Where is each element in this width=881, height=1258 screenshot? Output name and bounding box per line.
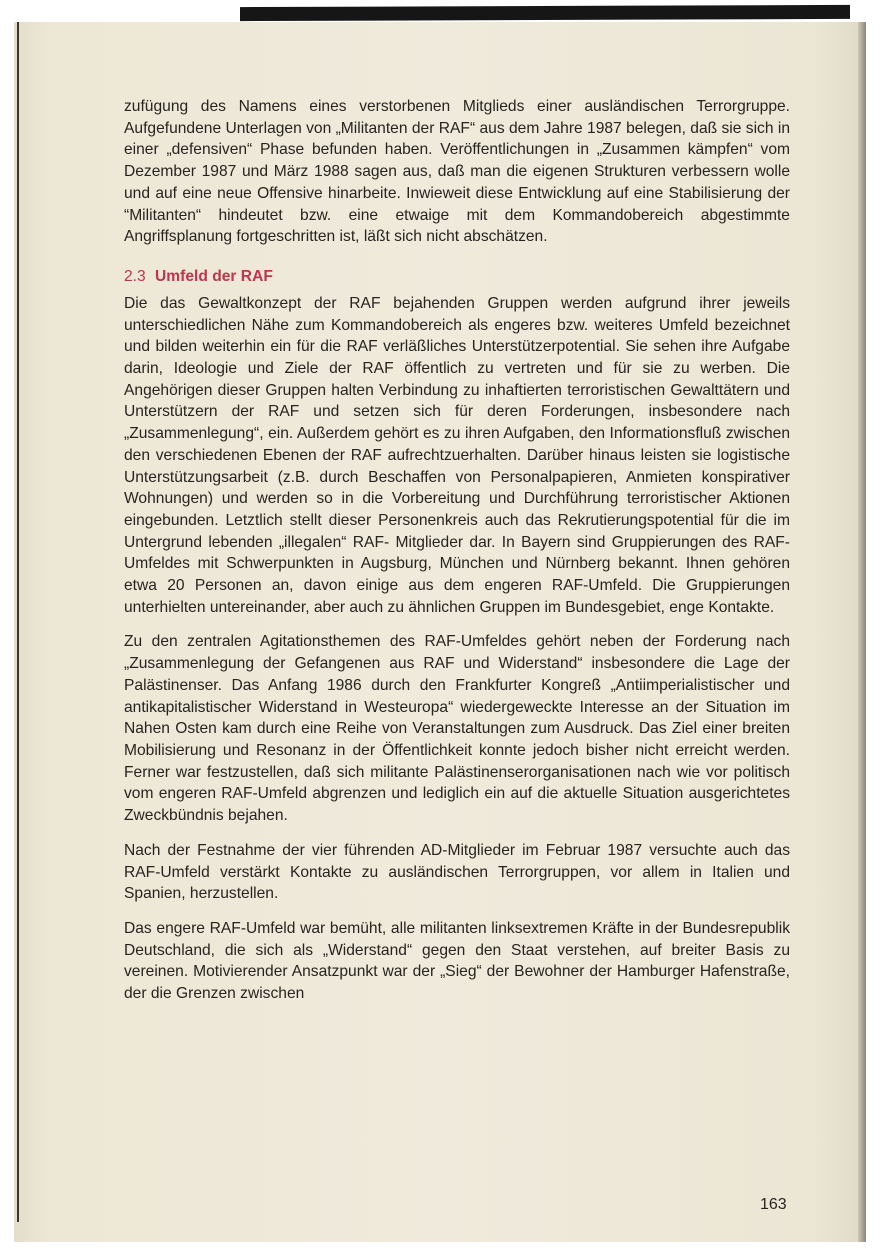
page-right-edge [858,22,866,1242]
page-top-edge-shadow [240,5,850,21]
section-heading [124,266,790,287]
page-content [124,96,790,1018]
section-number: 2.3 [124,267,146,285]
body-paragraph: Die das Gewaltkonzept der RAF bejahenden Gruppen werden aufgrund ihrer jeweils unterschiedlichen Nähe zum Kommandobereich als engeres bzw. weiteres Umfeld bezeichnet und bilden weiterhin ein für die RAF verläßliches Unterstützerpotential. Sie sehen ihre Aufgabe darin, Ideologie und Ziele der RAF öffentlich zu vertreten und für sie zu werben. Die Angehörigen dieser Gruppen halten Verbindung zu inhaftierten terroristischen Gewalttätern und Unterstützern der RAF und setzen sich für deren Forderungen, insbesondere nach „Zusammenlegung“, ein. Außerdem gehört es zu ihren Aufgaben, den Informationsfluß zwischen den verschiedenen Ebenen der RAF aufrechtzuerhalten. Darüber hinaus leisten sie logistische Unterstützungsarbeit (z.B. durch Beschaffen von Personalpapieren, Anmieten konspirativer Wohnungen) und werden so in die Vorbereitung und Durchführung terroristischer Aktionen eingebunden. Letztlich stellt dieser Personenkreis auch das Rekrutierungspotential für die im Untergrund lebenden „illegalen“ RAF- Mitglieder dar. In Bayern sind Gruppierungen des RAF-Umfeldes mit Schwerpunkten in Augsburg, München und Nürnberg bekannt. Ihnen gehören etwa 20 Personen an, davon einige aus dem engeren RAF-Umfeld. Die Gruppierungen unterhielten untereinander, aber auch zu ähnlichen Gruppen im Bundesgebiet, enge Kontakte. [124,294,790,616]
section-title: Umfeld der RAF [155,267,273,285]
intro-paragraph: zufügung des Namens eines verstorbenen Mitglieds einer ausländischen Terrorgruppe. Aufgefundene Unterlagen von „Militanten der RAF“ aus dem Jahre 1987 belegen, daß sie sich in einer „defensiven“ Phase befunden haben. Veröffentlichungen in „Zusammen kämpfen“ vom Dezember 1987 und März 1988 sagen aus, daß man die eigenen Strukturen verbessern wolle und auf eine neue Offensive hinarbeite. Inwieweit diese Entwicklung auf eine Stabilisierung der “Militanten“ hindeutet bzw. eine etwaige mit dem Kommandobereich abgestimmte Angriffsplanung fortgeschritten ist, läßt sich nicht abschätzen. [124,98,790,246]
body-paragraph: Das engere RAF-Umfeld war bemüht, alle militanten linksextremen Kräfte in der Bundesrepublik Deutschland, die sich als „Widerstand“ gegen den Staat verstehen, auf breiter Basis zu vereinen. Motivierender Ansatzpunkt war der „Sieg“ der Bewohner der Hamburger Hafenstraße, der die Grenzen zwischen [124,919,790,1003]
body-paragraph: Nach der Festnahme der vier führenden AD-Mitglieder im Februar 1987 versuchte auch das RAF-Umfeld verstärkt Kontakte zu ausländischen Terrorgruppen, vor allem in Italien und Spanien, herzustellen. [124,841,790,903]
body-paragraph: Zu den zentralen Agitationsthemen des RAF-Umfeldes gehört neben der Forderung nach „Zusammenlegung der Gefangenen aus RAF und Widerstand“ insbesondere die Lage der Palästinenser. Das Anfang 1986 durch den Frankfurter Kongreß „Antiimperialistischer und antikapitalistischer Widerstand in Westeuropa“ wiedergeweckte Interesse an der Situation im Nahen Osten kam durch eine Reihe von Veranstaltungen zum Ausdruck. Das Ziel einer breiten Mobilisierung und Resonanz in der Öffentlichkeit konnte jedoch bisher nicht erreicht werden. Ferner war festzustellen, daß sich militante Palästinenserorganisationen nach wie vor politisch vom engeren RAF-Umfeld abgrenzen und lediglich ein auf die aktuelle Situation ausgerichtetes Zweckbündnis bejahen. [124,633,790,825]
page-number: 163 [760,1196,787,1213]
page-spine-edge [17,22,19,1222]
